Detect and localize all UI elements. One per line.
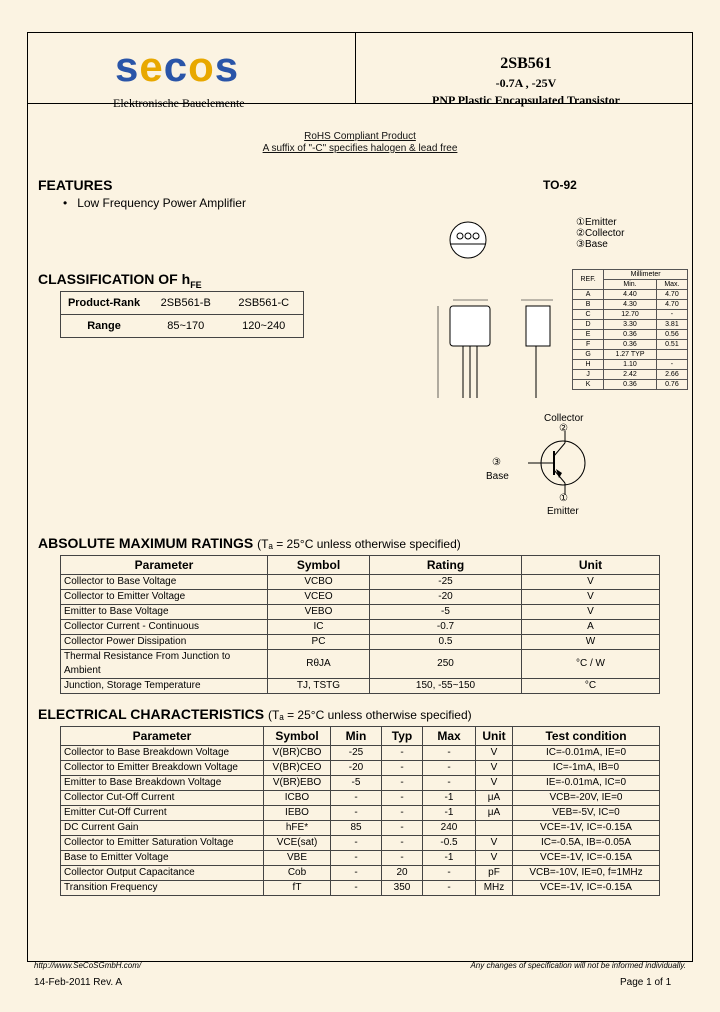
schematic-collector-pin: ② (559, 423, 568, 434)
column-header: Unit (522, 556, 660, 575)
table-cell: IC=-0.01mA, IE=0 (513, 746, 660, 761)
table-row (573, 370, 688, 380)
table-cell: - (331, 866, 382, 881)
table-cell: -5 (370, 605, 522, 620)
features-title: FEATURES (38, 177, 113, 193)
table-cell: μA (476, 806, 513, 821)
table-header-row (61, 556, 660, 575)
table-cell: V (522, 575, 660, 590)
table-cell: Collector to Emitter Breakdown Voltage (61, 761, 264, 776)
table-cell: K (573, 380, 604, 390)
table-cell: -25 (331, 746, 382, 761)
table-cell: Emitter to Base Breakdown Voltage (61, 776, 264, 791)
table-cell: °C / W (522, 650, 660, 679)
table-cell: -0.5 (423, 836, 476, 851)
table-cell: -25 (370, 575, 522, 590)
table-row (61, 821, 660, 836)
ratings-line: -0.7A , -25V (495, 76, 557, 90)
table-row (61, 836, 660, 851)
table-cell: Collector to Emitter Voltage (61, 590, 268, 605)
table-cell: - (656, 310, 687, 320)
table-cell: - (331, 851, 382, 866)
header-vertical-divider (355, 33, 356, 103)
pin-legend-item: ①Emitter (576, 217, 617, 228)
table-cell: VCE=-1V, IC=-0.15A (513, 821, 660, 836)
table-cell: Collector to Base Voltage (61, 575, 268, 590)
table-row (61, 866, 660, 881)
table-cell: Transition Frequency (61, 881, 264, 896)
pin-legend-item: ③Base (576, 239, 608, 250)
table-cell: 3.81 (656, 320, 687, 330)
table-cell: MHz (476, 881, 513, 896)
table-cell: -20 (331, 761, 382, 776)
table-cell: VCE(sat) (264, 836, 331, 851)
brand-wordmark: secos (115, 43, 240, 90)
footer-date-rev: 14-Feb-2011 Rev. A (34, 977, 123, 988)
table-cell: G (573, 350, 604, 360)
table-cell: - (423, 776, 476, 791)
table-cell: μA (476, 791, 513, 806)
column-header: Test condition (513, 727, 660, 746)
secos-logo (113, 43, 245, 110)
table-cell: 0.36 (604, 340, 657, 350)
table-cell: W (522, 635, 660, 650)
table-cell: B (573, 300, 604, 310)
table-row (573, 320, 688, 330)
table-cell: VCB=-20V, IE=0 (513, 791, 660, 806)
column-header: Parameter (61, 727, 264, 746)
table-cell: - (382, 806, 423, 821)
table-row (61, 851, 660, 866)
schematic-emitter-pin: ① (559, 493, 568, 504)
table-row (573, 300, 688, 310)
table-cell: VCEO (268, 590, 370, 605)
table-cell: Collector Output Capacitance (61, 866, 264, 881)
table-cell: hFE* (264, 821, 331, 836)
table-cell: Range (87, 320, 121, 332)
table-row (61, 806, 660, 821)
table-cell: IE=-0.01mA, IC=0 (513, 776, 660, 791)
table-cell: PC (268, 635, 370, 650)
table-cell: Collector to Emitter Saturation Voltage (61, 836, 264, 851)
table-cell: - (382, 761, 423, 776)
table-cell: TJ, TSTG (268, 679, 370, 694)
table-cell: H (573, 360, 604, 370)
table-cell: Thermal Resistance From Junction to Ambient (61, 650, 268, 679)
abs-max-title: ABSOLUTE MAXIMUM RATINGS (Tₐ = 25°C unless otherwise specified) (38, 535, 461, 551)
table-cell: 120~240 (242, 320, 286, 332)
table-row (573, 270, 688, 280)
table-cell: V (476, 836, 513, 851)
table-cell: E (573, 330, 604, 340)
table-cell: IC=-0.5A, IB=-0.05A (513, 836, 660, 851)
table-cell: Millimeter (604, 270, 688, 280)
table-cell: A (573, 290, 604, 300)
table-cell: Max. (656, 280, 687, 290)
pin-legend (576, 217, 624, 250)
table-cell: V (522, 605, 660, 620)
table-cell: V(BR)CEO (264, 761, 331, 776)
abs-max-table (60, 555, 660, 694)
table-row (573, 350, 688, 360)
table-row (61, 605, 660, 620)
column-header: Symbol (264, 727, 331, 746)
table-cell: D (573, 320, 604, 330)
table-cell: 2SB561-B (147, 292, 224, 315)
table-cell: 250 (370, 650, 522, 679)
classification-title: CLASSIFICATION OF $h_{FE}$ (38, 271, 202, 290)
table-row (573, 330, 688, 340)
table-cell (476, 821, 513, 836)
table-cell: 350 (382, 881, 423, 896)
table-cell: - (656, 360, 687, 370)
column-header: Typ (382, 727, 423, 746)
table-cell: 1.27 TYP (604, 350, 657, 360)
table-cell: ICBO (264, 791, 331, 806)
table-cell: -5 (331, 776, 382, 791)
table-row (61, 292, 304, 315)
table-row (61, 881, 660, 896)
table-cell: V(BR)CBO (264, 746, 331, 761)
table-row (573, 360, 688, 370)
part-description: PNP Plastic Encapsulated Transistor (432, 93, 620, 107)
table-cell: - (382, 821, 423, 836)
table-cell: - (382, 851, 423, 866)
table-cell: F (573, 340, 604, 350)
table-cell: 3.30 (604, 320, 657, 330)
table-cell: -0.7 (370, 620, 522, 635)
table-cell: 2.42 (604, 370, 657, 380)
table-cell: VCB=-10V, IE=0, f=1MHz (513, 866, 660, 881)
table-cell: 4.30 (604, 300, 657, 310)
table-row (573, 340, 688, 350)
table-cell: V (476, 851, 513, 866)
table-cell: VCE=-1V, IC=-0.15A (513, 881, 660, 896)
table-row (61, 746, 660, 761)
table-cell: - (382, 776, 423, 791)
table-cell: Emitter Cut-Off Current (61, 806, 264, 821)
column-header: Rating (370, 556, 522, 575)
table-cell: -1 (423, 791, 476, 806)
table-row (61, 679, 660, 694)
table-cell: 4.70 (656, 290, 687, 300)
table-cell: VEBO (268, 605, 370, 620)
table-cell: - (423, 881, 476, 896)
pin-legend-item: ②Collector (576, 228, 625, 239)
table-row (61, 635, 660, 650)
table-cell (656, 350, 687, 360)
table-row (61, 761, 660, 776)
table-cell: 0.51 (656, 340, 687, 350)
table-cell: V (476, 746, 513, 761)
table-cell: - (382, 791, 423, 806)
table-cell: V (476, 776, 513, 791)
table-cell: Collector Cut-Off Current (61, 791, 264, 806)
table-cell: - (331, 791, 382, 806)
table-row (61, 791, 660, 806)
table-cell: V (522, 590, 660, 605)
table-cell: DC Current Gain (61, 821, 264, 836)
table-cell: 150, -55~150 (370, 679, 522, 694)
rohs-line-1: RoHS Compliant Product (304, 131, 416, 142)
brand-subtitle: Elektronische Bauelemente (113, 96, 245, 110)
table-cell: VCBO (268, 575, 370, 590)
table-cell: - (423, 761, 476, 776)
footer-disclaimer: Any changes of specification will not be informed individually. (470, 961, 686, 970)
table-cell: 0.56 (656, 330, 687, 340)
table-cell: °C (522, 679, 660, 694)
table-row (61, 590, 660, 605)
footer-page: Page 1 of 1 (620, 977, 672, 988)
table-cell: IC=-1mA, IB=0 (513, 761, 660, 776)
table-cell: 2SB561-C (224, 292, 303, 315)
table-row (61, 315, 304, 338)
table-cell: Min. (604, 280, 657, 290)
table-cell: 0.76 (656, 380, 687, 390)
table-cell: VEB=-5V, IC=0 (513, 806, 660, 821)
table-cell: -1 (423, 806, 476, 821)
table-cell: 20 (382, 866, 423, 881)
table-cell: 12.70 (604, 310, 657, 320)
table-cell: A (522, 620, 660, 635)
table-cell: 4.40 (604, 290, 657, 300)
table-cell: Emitter to Base Voltage (61, 605, 268, 620)
table-cell: - (331, 881, 382, 896)
table-cell: IEBO (264, 806, 331, 821)
table-cell: 85~170 (167, 320, 205, 332)
table-cell: RθJA (268, 650, 370, 679)
schematic-base-pin: ③ (492, 457, 501, 468)
table-row (573, 310, 688, 320)
table-cell: fT (264, 881, 331, 896)
table-cell: - (382, 836, 423, 851)
package-name: TO-92 (543, 178, 577, 192)
table-cell: Collector to Base Breakdown Voltage (61, 746, 264, 761)
table-cell: 1.10 (604, 360, 657, 370)
schematic-collector-label: Collector (544, 413, 584, 424)
table-cell: Product-Rank (61, 292, 148, 315)
column-header: Symbol (268, 556, 370, 575)
table-cell: V (476, 761, 513, 776)
table-cell: - (382, 746, 423, 761)
classification-table (60, 291, 304, 338)
table-cell: V(BR)EBO (264, 776, 331, 791)
package-outline-drawing (408, 198, 558, 408)
elec-title: ELECTRICAL CHARACTERISTICS (Tₐ = 25°C unless otherwise specified) (38, 706, 472, 722)
rohs-line-2: A suffix of "-C" specifies halogen & lead free (262, 143, 458, 154)
table-cell: C (573, 310, 604, 320)
table-header-row (61, 727, 660, 746)
table-cell: J (573, 370, 604, 380)
transistor-schematic (508, 423, 608, 503)
table-cell: REF. (573, 270, 604, 290)
table-cell: 0.36 (604, 380, 657, 390)
column-header: Parameter (61, 556, 268, 575)
table-row (61, 620, 660, 635)
schematic-base-label: Base (486, 471, 509, 482)
elec-table (60, 726, 660, 896)
schematic-emitter-label: Emitter (547, 506, 579, 517)
table-cell: - (423, 746, 476, 761)
table-cell: - (331, 836, 382, 851)
table-cell: VBE (264, 851, 331, 866)
table-cell: -20 (370, 590, 522, 605)
table-row (573, 380, 688, 390)
table-cell: pF (476, 866, 513, 881)
table-cell: 85 (331, 821, 382, 836)
footer-url[interactable]: http://www.SeCoSGmbH.com/ (34, 961, 142, 970)
table-cell: VCE=-1V, IC=-0.15A (513, 851, 660, 866)
table-cell: 2.66 (656, 370, 687, 380)
table-row (61, 575, 660, 590)
table-cell: Junction, Storage Temperature (61, 679, 268, 694)
feature-item: • Low Frequency Power Amplifier (63, 196, 246, 210)
table-cell: -1 (423, 851, 476, 866)
table-cell: Base to Emitter Voltage (61, 851, 264, 866)
table-row (61, 650, 660, 679)
table-cell: Cob (264, 866, 331, 881)
table-cell: 0.5 (370, 635, 522, 650)
column-header: Max (423, 727, 476, 746)
table-cell: 0.36 (604, 330, 657, 340)
table-cell: Collector Power Dissipation (61, 635, 268, 650)
page-frame (27, 32, 693, 970)
part-number: 2SB561 (500, 55, 552, 72)
table-row (61, 776, 660, 791)
table-row (573, 290, 688, 300)
table-cell: 4.70 (656, 300, 687, 310)
table-cell: 240 (423, 821, 476, 836)
table-cell: - (423, 866, 476, 881)
dimension-table (572, 269, 688, 390)
column-header: Unit (476, 727, 513, 746)
column-header: Min (331, 727, 382, 746)
table-cell: - (331, 806, 382, 821)
table-cell: IC (268, 620, 370, 635)
table-cell: Collector Current - Continuous (61, 620, 268, 635)
